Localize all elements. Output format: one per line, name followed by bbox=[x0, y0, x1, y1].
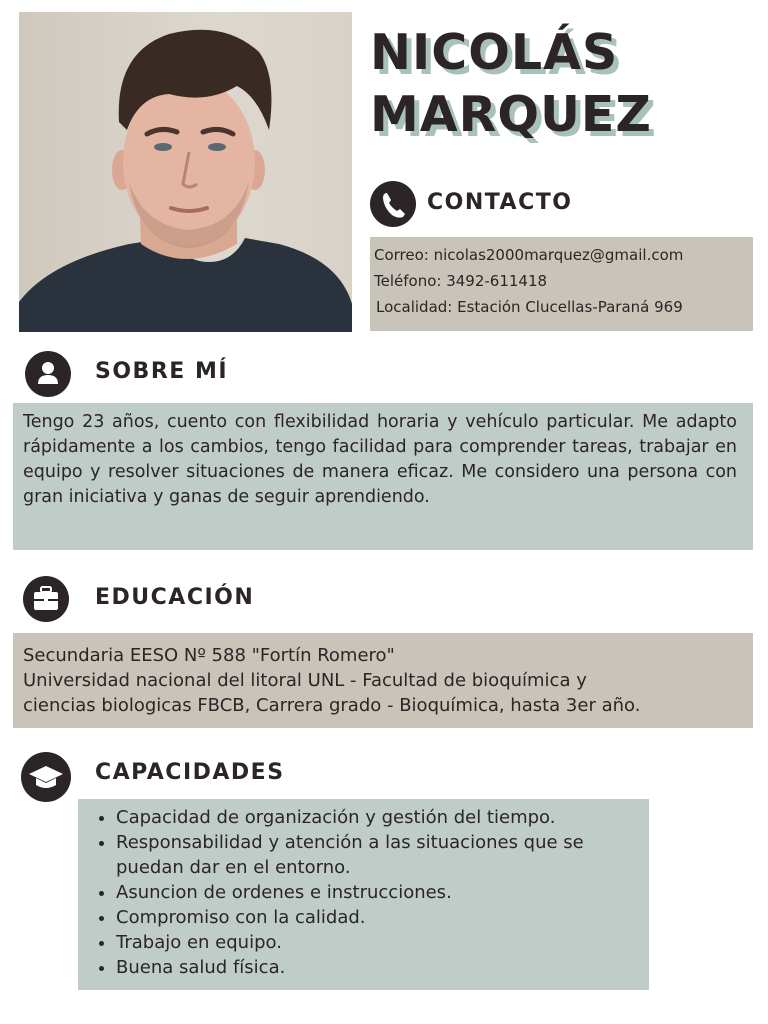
skill-item: • Responsabilidad y atención a las situaciones que se puedan dar en el entorno. bbox=[116, 830, 637, 880]
portrait-illustration bbox=[19, 12, 352, 332]
contact-title: CONTACTO bbox=[427, 190, 573, 215]
education-line: Universidad nacional del litoral UNL - Facultad de bioquímica y bbox=[23, 670, 587, 691]
first-name: NICOLÁS bbox=[370, 24, 619, 81]
skill-item: • Buena salud física. bbox=[116, 955, 637, 980]
skills-box bbox=[78, 799, 649, 990]
skill-item: • Asuncion de ordenes e instrucciones. bbox=[116, 880, 637, 905]
graduation-cap-icon bbox=[21, 752, 71, 802]
contact-location: Localidad: Estación Clucellas-Paraná 969 bbox=[376, 298, 683, 316]
contact-box bbox=[370, 237, 753, 331]
skill-item: • Trabajo en equipo. bbox=[116, 930, 637, 955]
user-icon bbox=[25, 351, 71, 397]
phone-icon bbox=[370, 181, 416, 227]
skill-item: • Compromiso con la calidad. bbox=[116, 905, 637, 930]
contact-phone: Teléfono: 3492-611418 bbox=[374, 272, 548, 290]
education-title: EDUCACIÓN bbox=[95, 585, 255, 610]
profile-photo bbox=[19, 12, 352, 332]
contact-email: Correo: nicolas2000marquez@gmail.com bbox=[374, 246, 684, 264]
about-text: Tengo 23 años, cuento con flexibilidad horaria y vehículo particular. Me adapto rápidamente a los cambios, tengo facilidad para comprender tareas, trabajar en equipo y resolver situaciones de manera eficaz. Me considero una persona con gran iniciativa y ganas de seguir aprendiendo. bbox=[23, 412, 737, 507]
education-box bbox=[13, 633, 753, 728]
about-title: SOBRE MÍ bbox=[95, 359, 229, 384]
education-line: Secundaria EESO Nº 588 "Fortín Romero" bbox=[23, 645, 395, 666]
candidate-name bbox=[370, 22, 652, 146]
skills-list bbox=[96, 805, 637, 980]
skill-item: • Capacidad de organización y gestión del tiempo. bbox=[116, 805, 637, 830]
briefcase-icon bbox=[23, 576, 69, 622]
skills-title: CAPACIDADES bbox=[95, 760, 285, 785]
education-line: ciencias biologicas FBCB, Carrera grado - Bioquímica, hasta 3er año. bbox=[23, 695, 641, 716]
last-name: MARQUEZ bbox=[370, 86, 652, 143]
about-box bbox=[13, 403, 753, 550]
